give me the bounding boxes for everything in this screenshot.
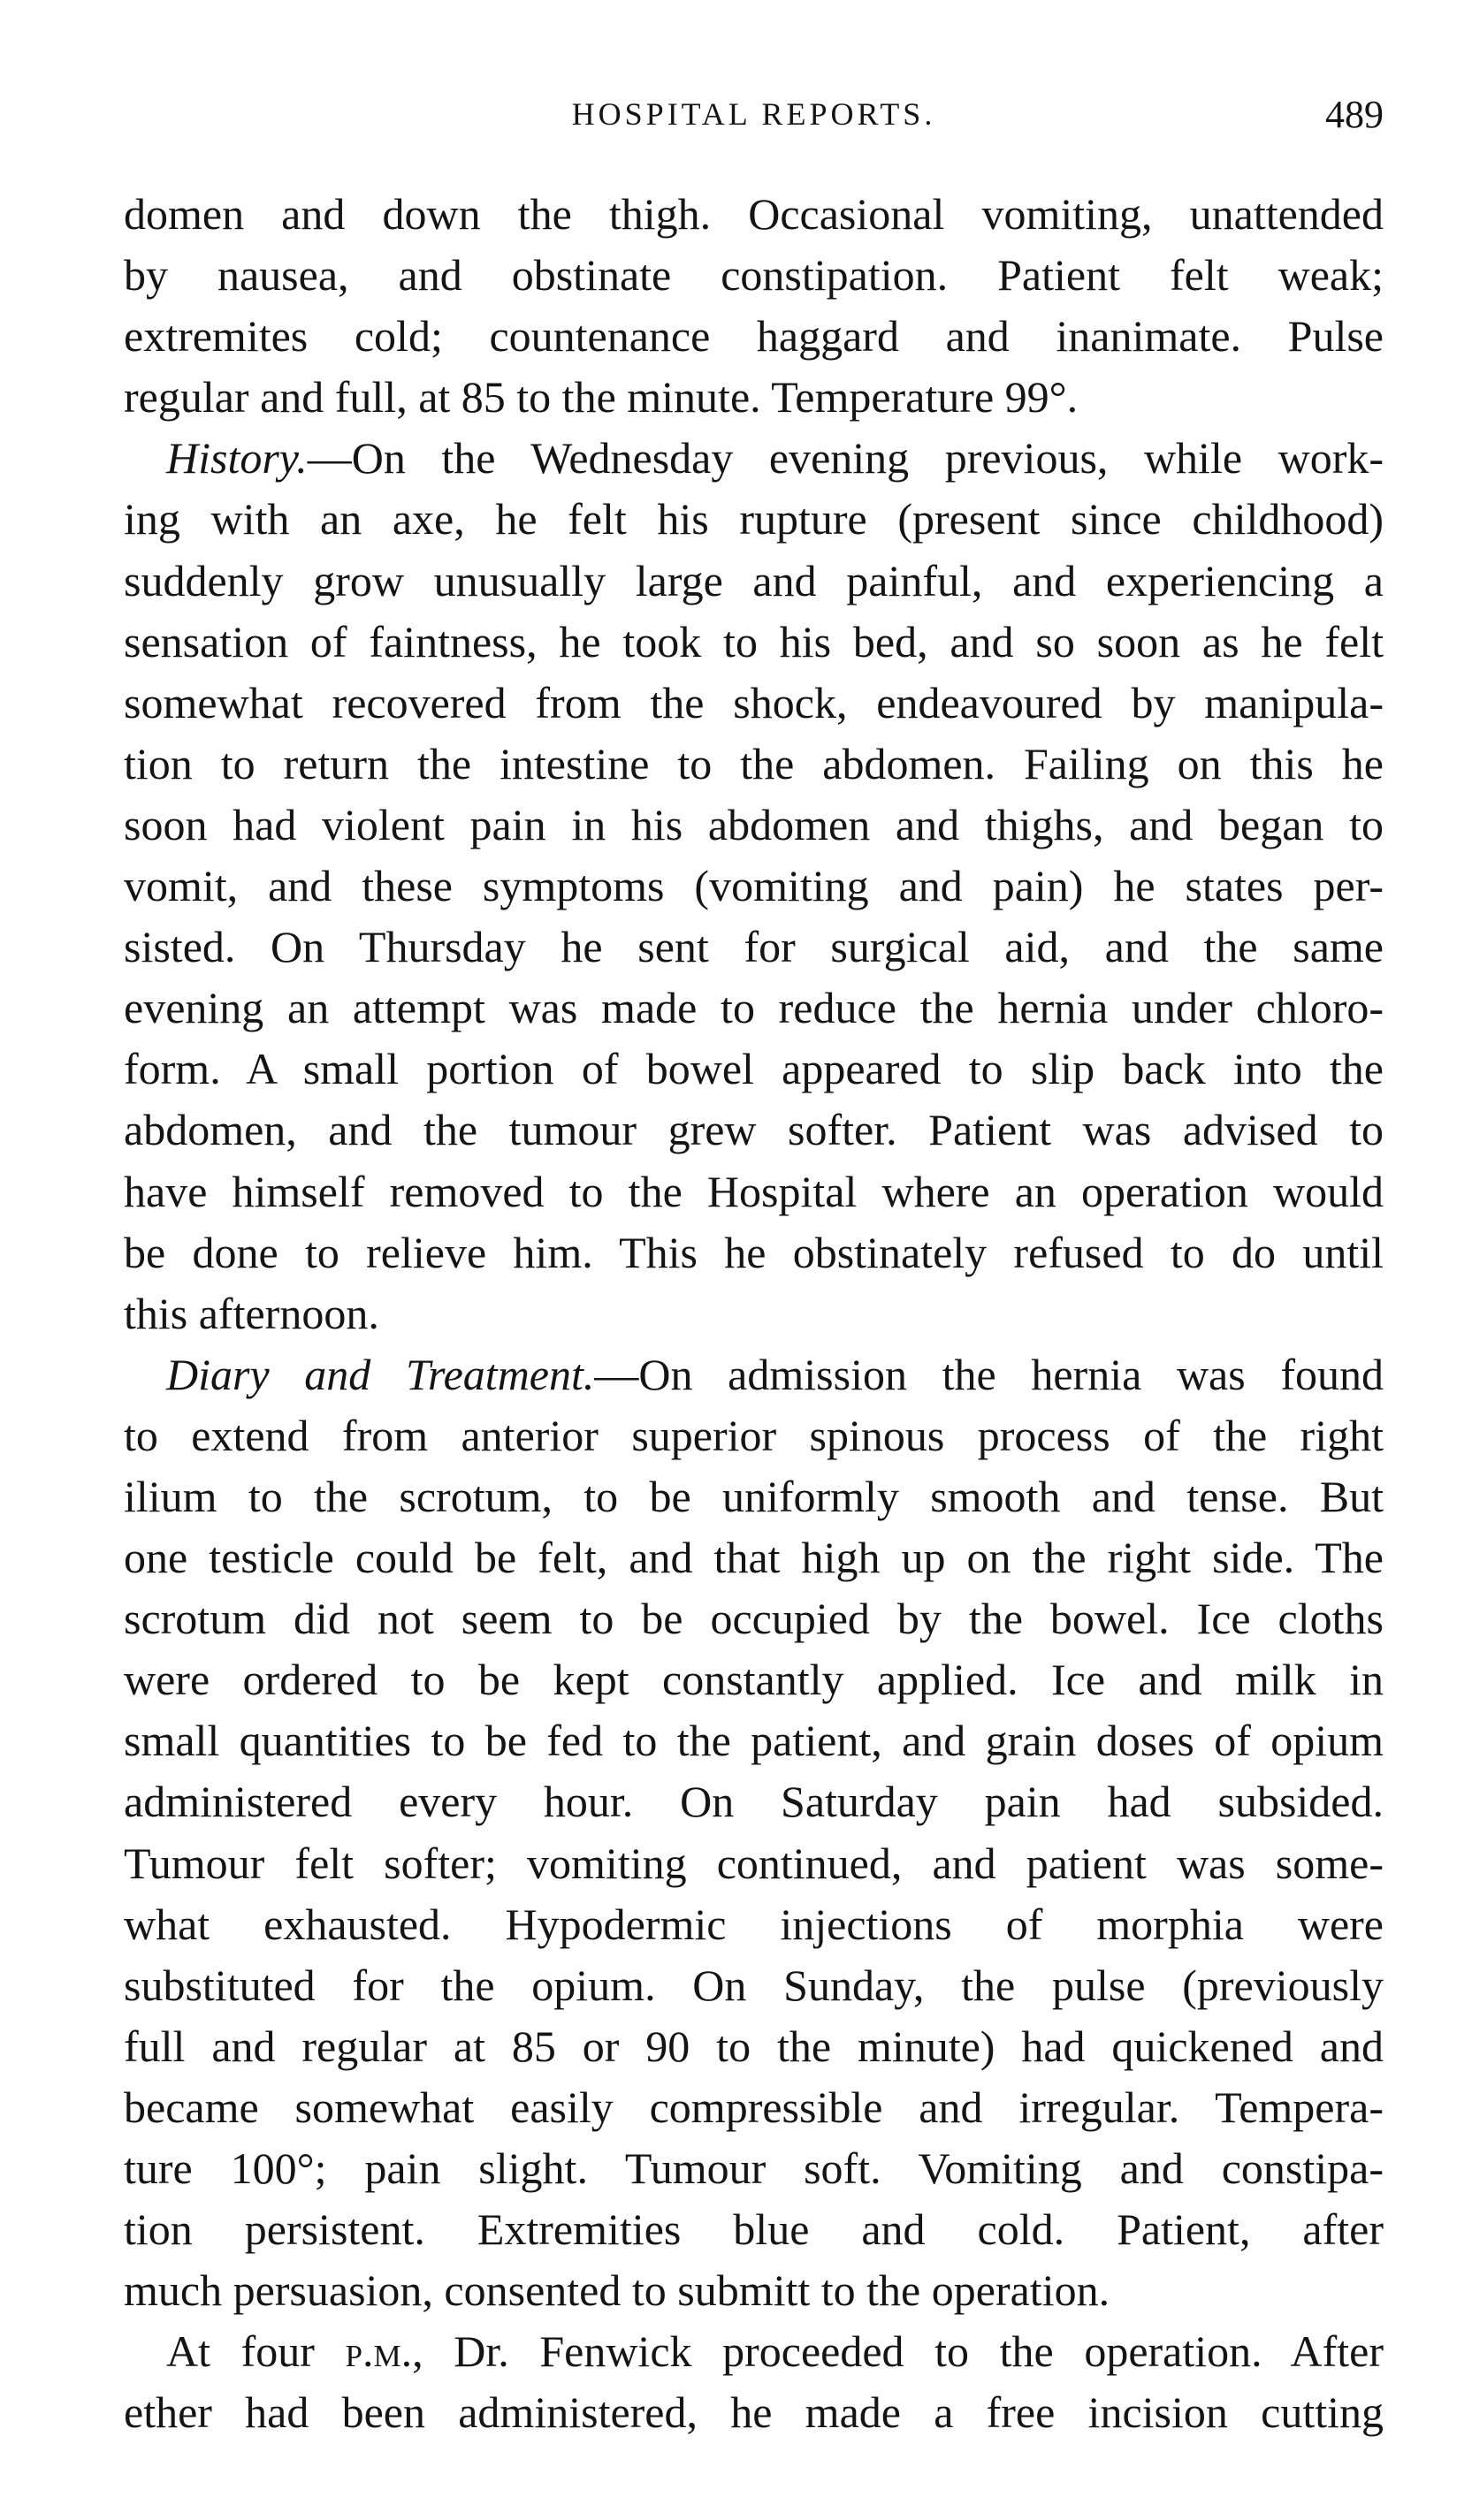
text-line: have himself removed to the Hospital where an operation would bbox=[124, 1166, 1384, 1216]
text-line: sensation of faintness, he took to his bed, and so soon as he felt bbox=[124, 616, 1384, 666]
running-head bbox=[124, 95, 1384, 140]
text-line: domen and down the thigh. Occasional vomiting, unattended bbox=[124, 189, 1384, 239]
text-line: Tumour felt softer; vomiting continued, and patient was some- bbox=[124, 1838, 1384, 1888]
time-abbreviation: p.m. bbox=[345, 2326, 413, 2377]
running-title: HOSPITAL REPORTS. bbox=[571, 96, 936, 132]
text-line: became somewhat easily compressible and irregular. Tempera- bbox=[124, 2082, 1384, 2132]
text-run: , Dr. Fenwick proceeded to the operation. After bbox=[412, 2326, 1384, 2377]
text-line: regular and full, at 85 to the minute. Temperature 99°. bbox=[124, 372, 1079, 423]
text-line: by nausea, and obstinate constipation. Patient felt weak; bbox=[124, 250, 1384, 301]
text-line: administered every hour. On Saturday pain had subsided. bbox=[124, 1777, 1384, 1827]
text-line: form. A small portion of bowel appeared to slip back into the bbox=[124, 1044, 1384, 1094]
text-line: abdomen, and the tumour grew softer. Patient was advised to bbox=[124, 1105, 1384, 1155]
text-line: suddenly grow unusually large and painful, and experiencing a bbox=[124, 555, 1384, 605]
text-line: what exhausted. Hypodermic injections of morphia were bbox=[124, 1899, 1384, 1949]
text-run: —On admission the hernia was found bbox=[594, 1349, 1384, 1399]
text-line: tion persistent. Extremities blue and cold. Patient, after bbox=[124, 2204, 1384, 2255]
text-line: substituted for the opium. On Sunday, the pulse (previously bbox=[124, 1960, 1384, 2010]
text-line: ture 100°; pain slight. Tumour soft. Vomiting and constipa- bbox=[124, 2143, 1384, 2193]
text-line bbox=[124, 2321, 1384, 2382]
text-line: sisted. On Thursday he sent for surgical aid, and the same bbox=[124, 922, 1384, 972]
text-run: —On the Wednesday evening previous, while work- bbox=[307, 433, 1384, 483]
text-line: full and regular at 85 or 90 to the minute) had quickened and bbox=[124, 2021, 1384, 2071]
text-line: extremites cold; countenance haggard and inanimate. Pulse bbox=[124, 311, 1384, 362]
text-line: tion to return the intestine to the abdomen. Failing on this he bbox=[124, 738, 1384, 788]
body-text bbox=[124, 184, 1384, 2443]
text-line: much persuasion, consented to submitt to the operation. bbox=[124, 2265, 1110, 2316]
text-line: were ordered to be kept constantly applied. Ice and milk in bbox=[124, 1655, 1384, 1705]
page-number: 489 bbox=[1325, 93, 1384, 136]
text-line: this afternoon. bbox=[124, 1288, 379, 1338]
text-line bbox=[124, 428, 1384, 489]
section-heading-history: History. bbox=[166, 433, 308, 483]
text-line: ing with an axe, he felt his rupture (present since childhood) bbox=[124, 494, 1384, 544]
text-run: At four bbox=[166, 2326, 346, 2377]
text-line: scrotum did not seem to be occupied by the bowel. Ice cloths bbox=[124, 1594, 1384, 1644]
text-line: soon had violent pain in his abdomen and thighs, and began to bbox=[124, 799, 1384, 849]
text-line: to extend from anterior superior spinous process of the right bbox=[124, 1410, 1384, 1460]
text-line: vomit, and these symptoms (vomiting and pain) he states per- bbox=[124, 861, 1384, 911]
text-line: be done to relieve him. This he obstinately refused to do until bbox=[124, 1227, 1384, 1277]
text-line: small quantities to be fed to the patient, and grain doses of opium bbox=[124, 1716, 1384, 1766]
text-line: somewhat recovered from the shock, endeavoured by manipula- bbox=[124, 677, 1384, 727]
text-line: one testicle could be felt, and that high up on the right side. The bbox=[124, 1533, 1384, 1583]
section-heading-diary: Diary and Treatment. bbox=[166, 1349, 595, 1399]
text-line: ilium to the scrotum, to be uniformly smooth and tense. But bbox=[124, 1471, 1384, 1521]
text-line: ether had been administered, he made a free incision cutting bbox=[124, 2387, 1384, 2438]
text-line: evening an attempt was made to reduce the hernia under chloro- bbox=[124, 983, 1384, 1033]
text-line bbox=[124, 1344, 1384, 1405]
